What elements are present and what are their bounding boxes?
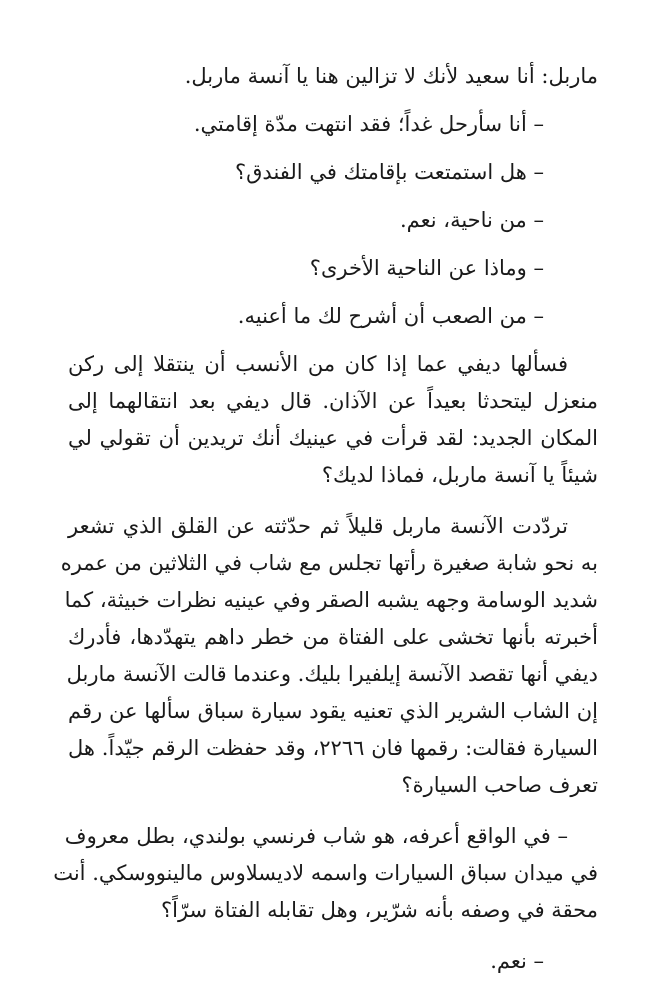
paragraph-3 <box>53 818 598 929</box>
text-line: محقة في وصفه بأنه شرّير، وهل تقابله الفتاة سرّاً؟ <box>160 898 598 922</box>
text-line: به نحو شابة صغيرة رأتها تجلس مع شاب في الثلاثين من عمره <box>60 551 598 575</box>
text-line: تردّدت الآنسة ماربل قليلاً ثم حدّثته عن القلق الذي تشعر <box>68 514 568 538</box>
closing-dialogue <box>68 943 598 980</box>
text-line: ماربل: أنا سعيد لأنك لا تزالين هنا يا آنسة ماربل. <box>184 64 598 88</box>
book-page <box>53 58 598 980</box>
text-line: إن الشاب الشرير الذي تعنيه يقود سيارة سباق سألها عن رقم <box>68 699 598 723</box>
text-line: منعزل ليتحدثا بعيداً عن الآذان. قال ديفي بعد انتقالهما إلى <box>68 389 598 413</box>
dialogue-line: – نعم. <box>490 949 544 973</box>
dialogue-line: – أنا سأرحل غداً؛ فقد انتهت مدّة إقامتي. <box>193 112 544 136</box>
text-line: ديفي أنها تقصد الآنسة إيلفيرا بليك. وعندما قالت الآنسة ماربل <box>66 662 598 686</box>
opening-line <box>68 58 598 95</box>
dialogue-line: – هل استمتعت بإقامتك في الفندق؟ <box>234 160 544 184</box>
text-line: تعرف صاحب السيارة؟ <box>401 773 598 797</box>
text-line: في ميدان سباق السيارات واسمه لاديسلاوس مالينووسكي. أنت <box>53 861 598 885</box>
text-line: شيئاً يا آنسة ماربل، فماذا لديك؟ <box>321 463 598 487</box>
text-line: أخبرته بأنها تخشى على الفتاة من خطر داهم يتهدّدها، فأدرك <box>68 625 598 649</box>
text-line: المكان الجديد: لقد قرأت في عينيك أنك تريدين أن تقولي لي <box>68 426 598 450</box>
text-line: فسألها ديفي عما إذا كان من الأنسب أن ينتقلا إلى ركن <box>68 352 568 376</box>
dialogue-line: – وماذا عن الناحية الأخرى؟ <box>309 256 544 280</box>
paragraph-1 <box>68 346 598 494</box>
dialogue-block <box>68 106 598 335</box>
text-line: – في الواقع أعرفه، هو شاب فرنسي بولندي، بطل معروف <box>64 824 568 848</box>
dialogue-line: – من ناحية، نعم. <box>400 208 544 232</box>
dialogue-line: – من الصعب أن أشرح لك ما أعنيه. <box>237 304 544 328</box>
paragraph-2 <box>60 508 598 804</box>
text-line: شديد الوسامة وجهه يشبه الصقر وفي عينيه نظرات خبيثة، كما <box>64 588 598 612</box>
text-line: السيارة فقالت: رقمها فان ٢٢٦٦، وقد حفظت الرقم جيّداً. هل <box>68 736 598 760</box>
